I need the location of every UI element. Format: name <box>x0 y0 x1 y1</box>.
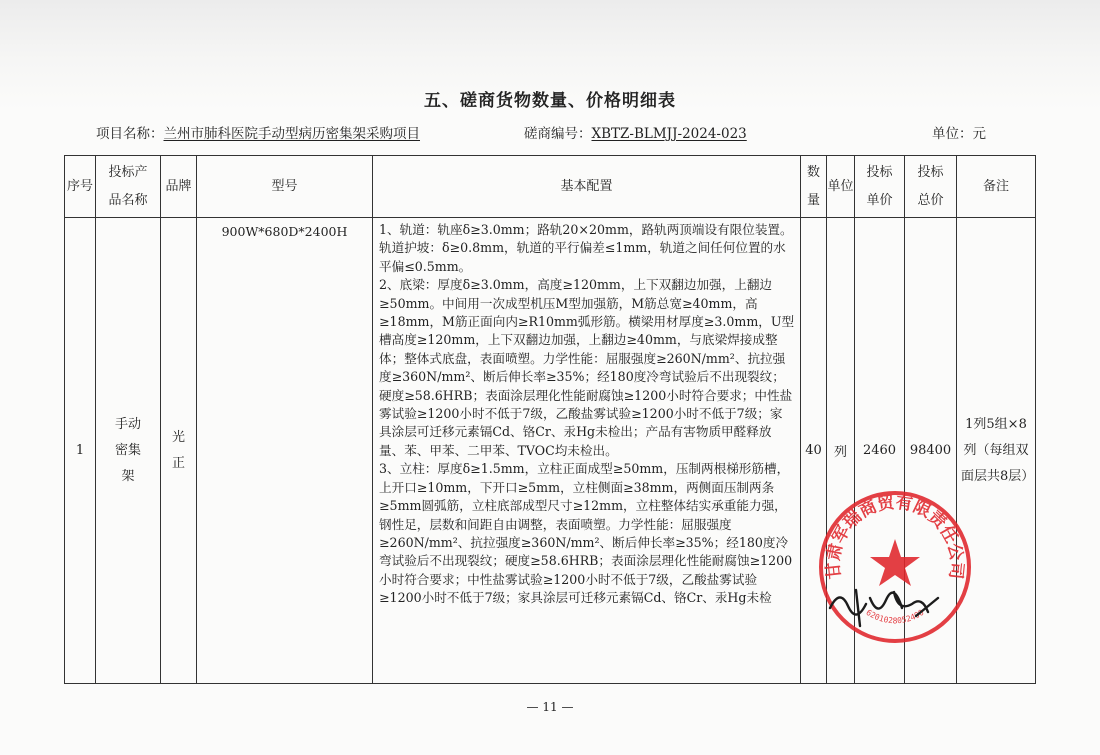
header-unit-price: 投标单价 <box>855 156 905 218</box>
header-unit: 单位 <box>827 156 855 218</box>
project-name: 兰州市肺科医院手动型病历密集架采购项目 <box>163 126 420 142</box>
header-config: 基本配置 <box>373 156 801 218</box>
header-remark: 备注 <box>957 156 1036 218</box>
seal-text: 甘肃军瑞商贸有限责任公司 <box>823 492 967 581</box>
cell-unit-price: 2460 <box>855 218 905 684</box>
header-product: 投标产品名称 <box>96 156 161 218</box>
header-total-price: 投标总价 <box>905 156 957 218</box>
cell-product: 手动密集架 <box>96 218 161 684</box>
cell-seq: 1 <box>65 218 96 684</box>
cell-remark: 1列5组×8列（每组双面层共8层） <box>957 218 1036 684</box>
page-number: — 11 — <box>526 700 574 714</box>
cell-unit: 列 <box>827 218 855 684</box>
config-text: 1、轨道：轨座δ≥3.0mm；路轨20×20mm，路轨两顶端设有限位装置。轨道护坡：δ≥0.8mm，轨道的平行偏差≤1mm，轨道之间任何位置的水平偏≤0.5mm。 2、底梁：厚度δ≥3.0mm，高度≥120mm，上下双翻边加强，上翻边≥50mm。中间用一次成型机压M型加强筋，M筋总宽≥40mm，高≥18mm，M筋正面向内≥R10mm弧形筋。横梁用材厚度≥3.0mm，U型槽高度≥120mm，上下双翻边加强，上翻边≥40mm，与底梁焊接成整体；整体式底盘，表面喷塑。力学性能：屈服强度≥260N/mm²、抗拉强度≥360N/mm²、断后伸长率≥35%；经180度冷弯试验后不出现裂纹；硬度≥58.6HRB；表面涂层理化性能耐腐蚀≥1200小时符合要求；中性盐雾试验≥1200小时不低于7级，乙酸盐雾试验≥1200小时不低于7级；家具涂层可迁移元素镉Cd、铬Cr、汞Hg未检出；产品有害物质甲醛释放量、苯、甲苯、二甲苯、TVOC均未检出。 3、立柱：厚度δ≥1.5mm，立柱正面成型≥50mm，压制两根梯形筋槽，上开口≥10mm，下开口≥5mm，立柱侧面≥38mm，两侧面压制两条≥5mm圆弧筋，立柱底部成型尺寸≥12mm，立柱整体结实承重能力强，钢性足，层数和间距自由调整，表面喷塑。力学性能：屈服强度≥260N/mm²、抗拉强度≥360N/mm²、断后伸长率≥35%；经180度冷弯试验后不出现裂纹；硬度≥58.6HRB；表面涂层理化性能耐腐蚀≥1200小时符合要求；中性盐雾试验≥1200小时不低于7级，乙酸盐雾试验≥1200小时不低于7级；家具涂层可迁移元素镉Cd、铬Cr、汞Hg未检 <box>379 222 795 606</box>
project-line <box>96 122 420 142</box>
header-brand: 品牌 <box>161 156 197 218</box>
seal-number: 6201028052490 <box>864 607 926 626</box>
handwritten-signature <box>826 578 946 633</box>
header-seq: 序号 <box>65 156 96 218</box>
cell-config <box>373 218 801 684</box>
header-model: 型号 <box>197 156 373 218</box>
cell-total-price: 98400 <box>905 218 957 684</box>
project-label: 项目名称： <box>96 126 164 142</box>
header-qty: 数量 <box>801 156 827 218</box>
page-title: 五、磋商货物数量、价格明细表 <box>424 91 676 111</box>
code-label: 磋商编号： <box>524 126 592 142</box>
code-line <box>524 122 747 142</box>
table-header-row <box>65 156 1036 218</box>
cell-model: 900W*680D*2400H <box>197 218 373 684</box>
cell-qty: 40 <box>801 218 827 684</box>
code-value: XBTZ-BLMJJ-2024-023 <box>591 126 747 142</box>
unit-label: 单位：元 <box>932 126 986 142</box>
cell-brand: 光正 <box>161 218 197 684</box>
